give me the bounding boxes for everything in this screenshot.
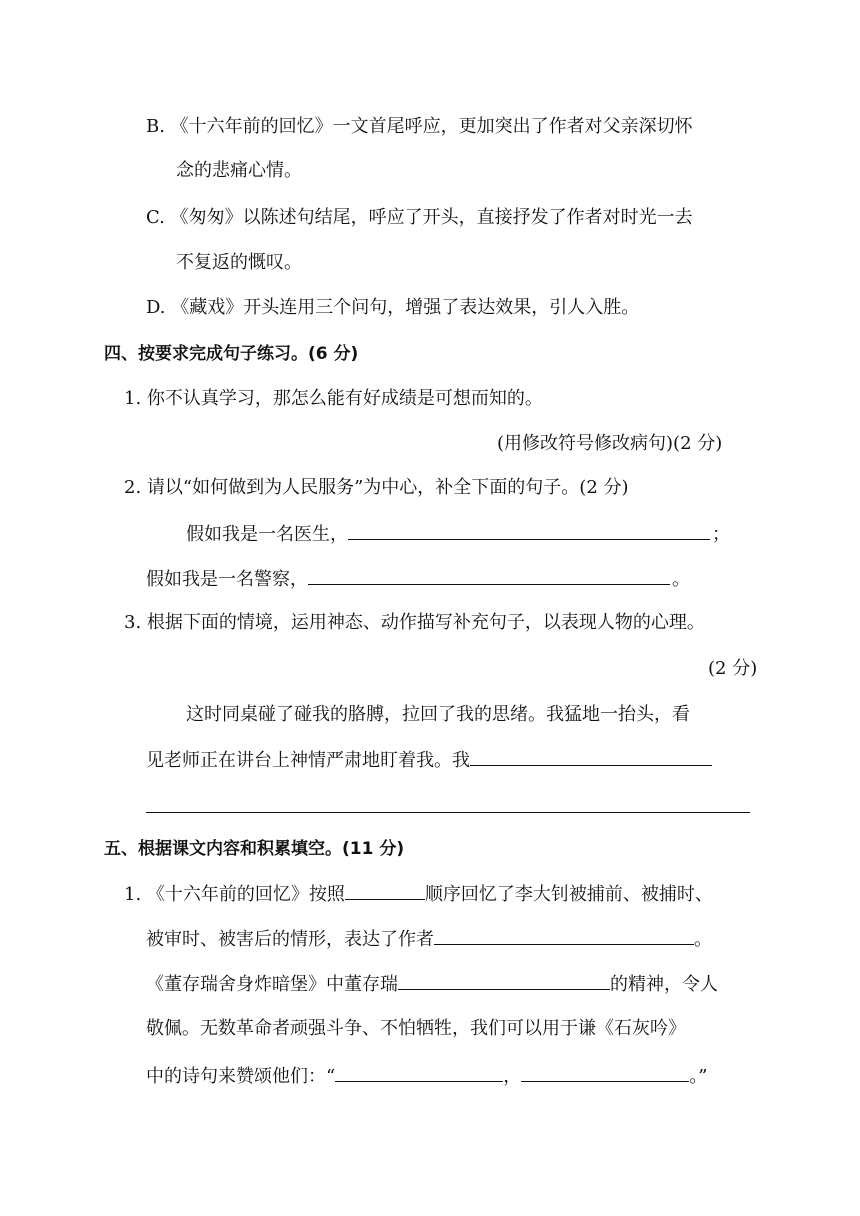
s5-q1-line1	[124, 882, 713, 907]
s5-q1-a: 1. 《十六年前的回忆》按照	[124, 884, 345, 905]
s4-q3-score: (2 分)	[708, 658, 758, 679]
s4-q3-text1: 这时同桌碰了碰我的胳膊，拉回了我的思绪。我猛地一抬头，看	[186, 704, 690, 725]
section4-heading: 四、按要求完成句子练习。(6 分)	[104, 344, 359, 364]
s4-q1: 1. 你不认真学习，那怎么能有好成绩是可想而知的。	[124, 388, 543, 409]
option-b-line1: B. 《十六年前的回忆》一文首尾呼应，更加突出了作者对父亲深切怀	[146, 116, 693, 137]
s5-q1-d: 。	[694, 929, 712, 950]
s4-q2-line2	[146, 567, 690, 592]
s5-q1-g: 敬佩。无数革命者顽强斗争、不怕牺牲，我们可以用于谦《石灰吟》	[146, 1018, 686, 1039]
s4-q3: 3. 根据下面的情境，运用神态、动作描写补充句子，以表现人物的心理。	[124, 612, 705, 633]
police-blank[interactable]	[308, 567, 670, 585]
s5-q1-line5	[146, 1064, 707, 1089]
option-b-line2: 念的悲痛心情。	[176, 160, 302, 181]
s5-q1-j: 。”	[689, 1066, 708, 1087]
s5-q1-e: 《董存瑞舍身炸暗堡》中董存瑞	[146, 974, 398, 995]
poem-blank-2[interactable]	[521, 1064, 689, 1082]
doctor-blank[interactable]	[348, 522, 710, 540]
behavior-blank-1[interactable]	[470, 748, 712, 766]
s4-q2-line1	[186, 522, 730, 547]
option-d-line1: D. 《藏戏》开头连用三个问句，增强了表达效果，引人入胜。	[146, 297, 640, 318]
s4-q2-line1-text: 假如我是一名医生，	[186, 524, 348, 545]
emotion-blank[interactable]	[434, 927, 694, 945]
s4-q2-line1-end: ；	[712, 524, 730, 545]
s5-q1-i: ，	[503, 1066, 522, 1087]
s5-q1-line3	[146, 972, 718, 997]
option-c-line2: 不复返的慨叹。	[176, 252, 302, 273]
s5-q1-line2	[146, 927, 712, 952]
s4-q2: 2. 请以“如何做到为人民服务”为中心，补全下面的句子。(2 分)	[124, 477, 629, 498]
option-c-line1: C. 《匆匆》以陈述句结尾，呼应了开头，直接抒发了作者对时光一去	[146, 207, 693, 228]
s4-q3-text2-content: 见老师正在讲台上神情严肃地盯着我。我	[146, 750, 470, 771]
s4-q1-note: (用修改符号修改病句)(2 分)	[497, 433, 723, 454]
behavior-blank-2[interactable]	[146, 812, 750, 813]
s4-q3-text2	[146, 748, 712, 773]
order-blank[interactable]	[345, 882, 425, 900]
section5-heading: 五、根据课文内容和积累填空。(11 分)	[104, 839, 405, 859]
s4-q2-line2-end: 。	[672, 569, 690, 590]
s5-q1-b: 顺序回忆了李大钊被捕前、被捕时、	[424, 884, 713, 905]
s5-q1-h: 中的诗句来赞颂他们：“	[146, 1066, 336, 1087]
s5-q1-f: 的精神，令人	[610, 974, 718, 995]
spirit-blank[interactable]	[398, 972, 610, 990]
s5-q1-c: 被审时、被害后的情形，表达了作者	[146, 929, 434, 950]
s4-q2-line2-text: 假如我是一名警察，	[146, 569, 308, 590]
poem-blank-1[interactable]	[335, 1064, 503, 1082]
